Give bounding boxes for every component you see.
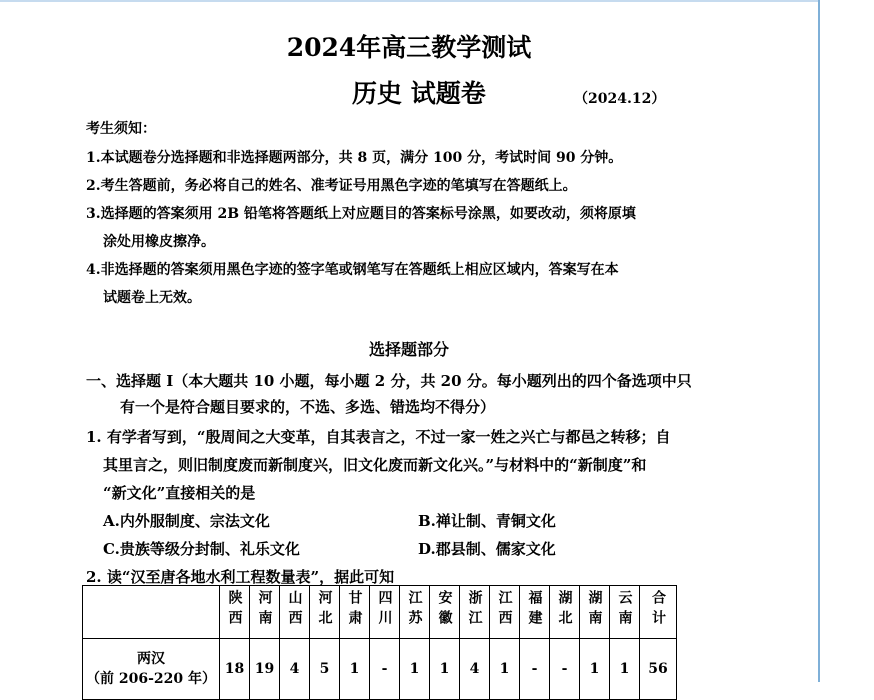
notice-item: 2.考生答题前，务必将自己的姓名、准考证号用黑色字迹的笔填写在答题纸上。: [86, 178, 577, 194]
section-title: 选择题部分: [368, 340, 449, 359]
option-a: A.内外服制度、宗法文化: [103, 512, 270, 530]
era-years: （前 206-220 年）: [85, 671, 216, 687]
table-header-cell: 甘肃: [340, 586, 370, 639]
table-header-cell: 安徽: [430, 586, 460, 639]
table-cell: 1: [610, 639, 640, 700]
table-cell: -: [520, 639, 550, 700]
part-instructions: 有一个是符合题目要求的，不选、多选、错选均不得分）: [120, 398, 496, 416]
table-header-cell: 湖南: [580, 586, 610, 639]
part-instructions: 一、选择题 Ⅰ（本大题共 10 小题，每小题 2 分，共 20 分。每小题列出的四个备选项中只: [86, 372, 692, 390]
table-corner-cell: [83, 586, 220, 639]
table-cell: 18: [220, 639, 250, 700]
exam-title: 2024年高三教学测试: [286, 33, 532, 62]
table-cell: 1: [580, 639, 610, 700]
top-border: [0, 0, 818, 2]
table-header-cell: 浙江: [460, 586, 490, 639]
table-cell: 1: [340, 639, 370, 700]
table-row: [83, 639, 677, 700]
table-header-cell: 四川: [370, 586, 400, 639]
table-cell: 5: [310, 639, 340, 700]
table-cell: 4: [280, 639, 310, 700]
table-cell: 1: [430, 639, 460, 700]
table-cell: -: [550, 639, 580, 700]
table-header-cell: 合计: [640, 586, 677, 639]
question-1-stem: 1. 有学者写到，“殷周间之大变革，自其表言之，不过一家一姓之兴亡与都邑之转移；自: [86, 428, 671, 446]
table-cell: 19: [250, 639, 280, 700]
era-cell: [83, 639, 220, 700]
table-cell: 1: [490, 639, 520, 700]
table-header-cell: 河南: [250, 586, 280, 639]
question-2-stem: 2. 读“汉至唐各地水利工程数量表”，据此可知: [86, 568, 395, 586]
table-header-cell: 江西: [490, 586, 520, 639]
table-header-cell: 江苏: [400, 586, 430, 639]
table-header-cell: 云南: [610, 586, 640, 639]
question-1-stem: “新文化”直接相关的是: [103, 484, 256, 502]
question-1-stem: 其里言之，则旧制度废而新制度兴，旧文化废而新文化兴。”与材料中的“新制度”和: [103, 456, 647, 474]
table-header-cell: 陕西: [220, 586, 250, 639]
era-name: 两汉: [137, 651, 165, 667]
notice-item: 涂处用橡皮擦净。: [103, 234, 215, 250]
table-cell: 56: [640, 639, 677, 700]
notice-item: 1.本试题卷分选择题和非选择题两部分，共 8 页，满分 100 分，考试时间 90 分钟。: [86, 150, 623, 166]
option-c: C.贵族等级分封制、礼乐文化: [103, 540, 300, 558]
option-d: D.郡县制、儒家文化: [418, 540, 556, 558]
option-b: B.禅让制、青铜文化: [418, 512, 556, 530]
water-projects-table: [82, 585, 677, 700]
table-cell: 4: [460, 639, 490, 700]
notice-item: 试题卷上无效。: [103, 290, 201, 306]
table-cell: -: [370, 639, 400, 700]
notice-item: 3.选择题的答案须用 2B 铅笔将答题纸上对应题目的答案标号涂黑，如要改动，须将原填: [86, 206, 636, 222]
table-header-cell: 山西: [280, 586, 310, 639]
table-header-row: [83, 586, 677, 639]
table-header-cell: 湖北: [550, 586, 580, 639]
exam-subtitle: 历史 试题卷: [352, 79, 486, 108]
notice-heading: 考生须知：: [86, 121, 156, 137]
table-header-cell: 河北: [310, 586, 340, 639]
table-header-cell: 福建: [520, 586, 550, 639]
table-cell: 1: [400, 639, 430, 700]
notice-item: 4.非选择题的答案须用黑色字迹的签字笔或钢笔写在答题纸上相应区域内，答案写在本: [86, 262, 619, 278]
exam-date: （2024.12）: [574, 91, 666, 107]
